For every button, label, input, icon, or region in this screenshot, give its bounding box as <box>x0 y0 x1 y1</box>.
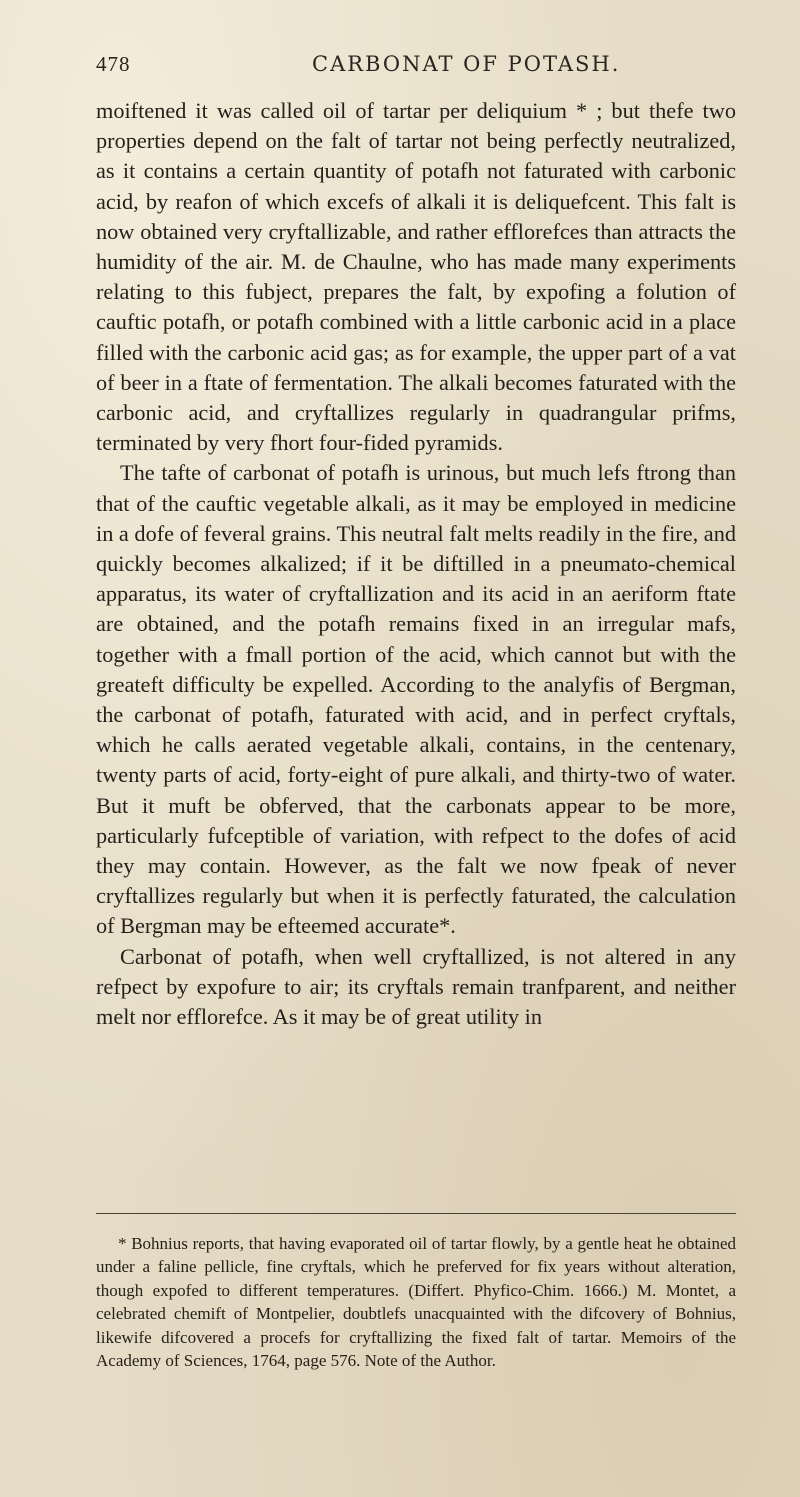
main-text <box>96 96 736 1032</box>
page-number: 478 <box>96 52 131 76</box>
paragraph-1: moiftened it was called oil of tartar per deliquium * ; but thefe two properties depend on the falt of tartar not being perfectly neutralized, as it contains a certain quantity of potafh not faturated with carbonic acid, by reafon of which excefs of alkali it is deliquefcent. This falt is now obtained very cryftallizable, and rather efflorefces than attracts the humidity of the air. M. de Chaulne, who has made many experiments relating to this fubject, prepares the falt, by expofing a folution of cauftic potafh, or potafh combined with a little carbonic acid in a place filled with the carbonic acid gas; as for example, the upper part of a vat of beer in a ftate of fermentation. The alkali becomes faturated with the carbonic acid, and cryftallizes regularly in quadrangular prifms, terminated by very fhort four-fided pyramids. <box>96 98 736 456</box>
footnote-divider <box>96 1213 736 1214</box>
paragraph-3: Carbonat of potafh, when well cryftallized, is not altered in any refpect by expofure to air; its cryftals remain tranfparent, and neither melt nor efflorefce. As it may be of great utility in <box>96 943 736 1030</box>
paragraph-2: The tafte of carbonat of potafh is urinous, but much lefs ftrong than that of the cauftic vegetable alkali, as it may be employed in medicine in a dofe of feveral grains. This neutral falt melts readily in the fire, and quickly becomes alkalized; if it be diftilled in a pneumato-chemical apparatus, its water of cryftallization and its acid in an aeriform ftate are obtained, and the potafh remains fixed in an irregular mafs, together with a fmall portion of the acid, which cannot but with the greateft difficulty be expelled. According to the analyfis of Bergman, the carbonat of potafh, faturated with acid, and in perfect cryftals, which he calls aerated vegetable alkali, contains, in the centenary, twenty parts of acid, forty-eight of pure alkali, and thirty-two of water. But it muft be obferved, that the carbonats appear to be more, particularly fufceptible of variation, with refpect to the dofes of acid they may contain. However, as the falt we now fpeak of never cryftallizes regularly but when it is perfectly faturated, the calculation of Bergman may be efteemed accurate*. <box>96 460 736 939</box>
page-title: CARBONAT OF POTASH. <box>312 52 621 76</box>
running-head <box>96 52 736 82</box>
footnote: * Bohnius reports, that having evaporated oil of tartar flowly, by a gentle heat he obtained under a faline pellicle, fine cryftals, which he preferved for fix years without alteration, though expofed to different temperatures. (Differt. Phyfico-Chim. 1666.) M. Montet, a celebrated chemift of Montpelier, doubtlefs unacquainted with the difcovery of Bohnius, likewife difcovered a procefs for cryftallizing the fixed falt of tartar. Memoirs of the Academy of Sciences, 1764, page 576. Note of the Author. <box>96 1234 736 1371</box>
